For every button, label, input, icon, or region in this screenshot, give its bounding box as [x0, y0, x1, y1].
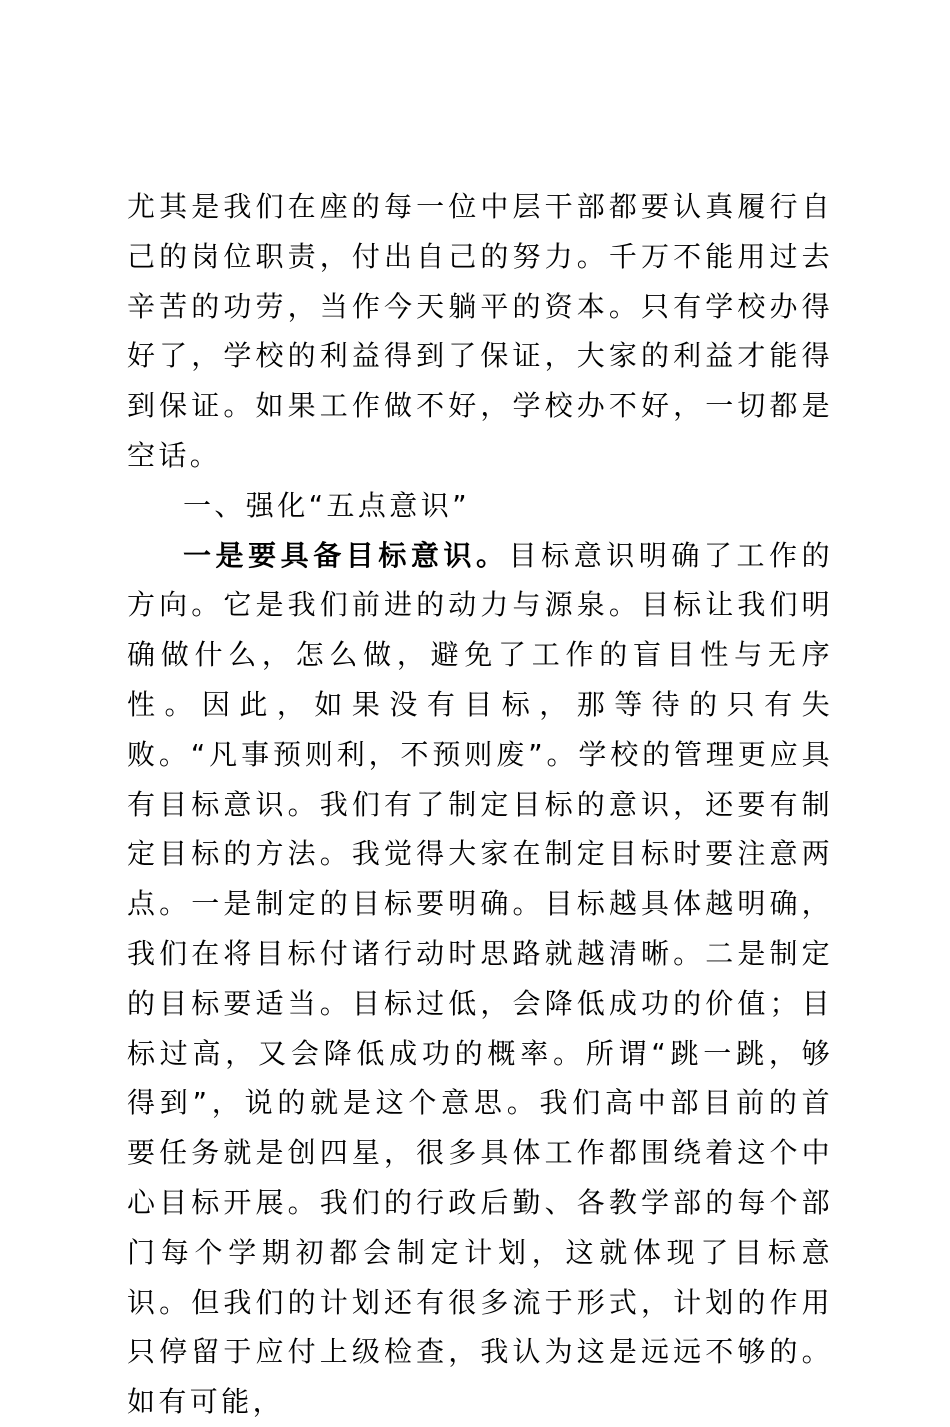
paragraph-goal-awareness: [127, 531, 833, 1427]
section-heading: [127, 481, 833, 531]
document-page: [127, 182, 833, 1427]
heading-text: 一、强化“五点意识”: [183, 488, 471, 522]
paragraph-intro: [127, 182, 833, 481]
paragraph-text: 尤其是我们在座的每一位中层干部都要认真履行自己的岗位职责，付出自己的努力。千万不能用过去辛苦的功劳，当作今天躺平的资本。只有学校办得好了，学校的利益得到了保证，大家的利益才能得到保证。如果工作做不好，学校办不好，一切都是空话。: [127, 190, 833, 472]
paragraph-lead-bold: 一是要具备目标意识。: [183, 538, 509, 572]
paragraph-text: 目标意识明确了工作的方向。它是我们前进的动力与源泉。目标让我们明确做什么，怎么做，避免了工作的盲目性与无序性。因此，如果没有目标，那等待的只有失败。“凡事预则利，不预则废”。学校的管理更应具有目标意识。我们有了制定目标的意识，还要有制定目标的方法。我觉得大家在制定目标时要注意两点。一是制定的目标要明确。目标越具体越明确，我们在将目标付诸行动时思路就越清晰。二是制定的目标要适当。目标过低，会降低成功的价值；目标过高，又会降低成功的概率。所谓“跳一跳，够得到”，说的就是这个意思。我们高中部目前的首要任务就是创四星，很多具体工作都围绕着这个中心目标开展。我们的行政后勤、各教学部的每个部门每个学期初都会制定计划，这就体现了目标意识。但我们的计划还有很多流于形式，计划的作用只停留于应付上级检查，我认为这是远远不够的。如有可能，: [127, 538, 833, 1419]
